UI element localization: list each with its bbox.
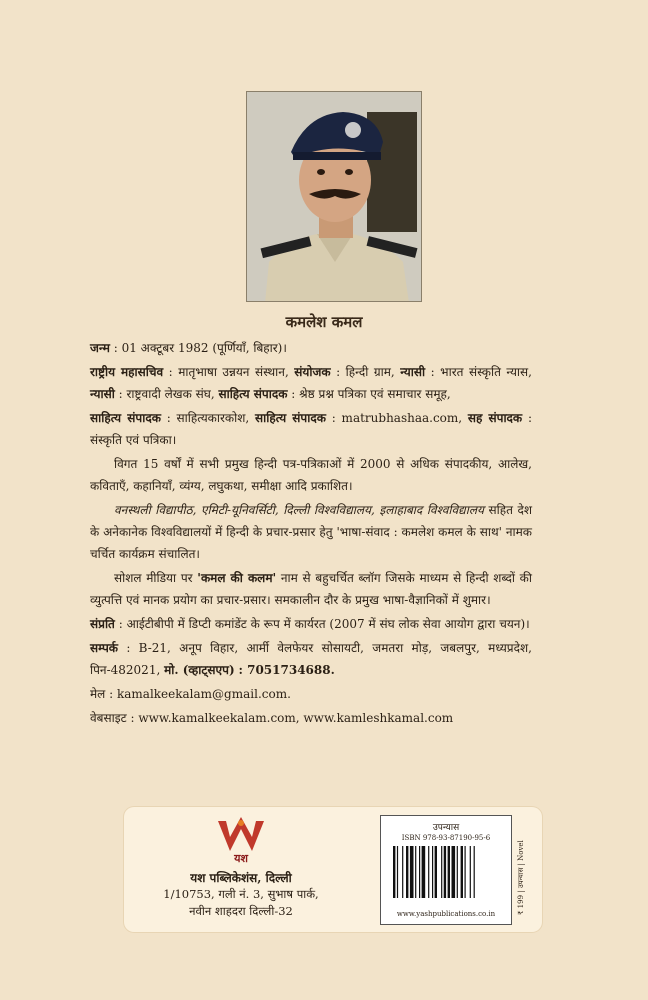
role-label: साहित्य संपादक	[90, 411, 161, 425]
role-label: न्यासी	[90, 387, 115, 401]
role-label: साहित्य संपादक	[255, 411, 326, 425]
current-paragraph	[90, 613, 532, 635]
barcode-icon	[393, 846, 499, 910]
isbn-text: ISBN 978-93-87190-95-6	[401, 834, 491, 842]
programs-paragraph	[90, 499, 532, 565]
publisher-address-2: नवीन शाहदरा दिल्ली-32	[189, 904, 293, 918]
role-value: : भारत संस्कृति न्यास,	[430, 365, 532, 379]
role-value: : मातृभाषा उन्नयन संस्थान,	[168, 365, 289, 379]
role-value: : संस्कृति एवं पत्रिका।	[90, 411, 532, 447]
publisher-url: www.yashpublications.co.in	[396, 910, 496, 918]
universities-text: वनस्थली विद्यापीठ, एमिटी-यूनिवर्सिटी, दिल्ली विश्वविद्यालय, इलाहाबाद विश्वविद्यालय	[114, 503, 484, 517]
editor-paragraph	[90, 407, 532, 451]
role-label: न्यासी	[400, 365, 426, 379]
publications-paragraph: विगत 15 वर्षों में सभी प्रमुख हिन्दी पत्र-पत्रिकाओं में 2000 से अधिक संपादकीय, आलेख, कविताएँ, कहानियाँ, व्यंग्य, लघुकथा, समीक्षा आदि प्रकाशित।	[90, 457, 532, 493]
role-value: : राष्ट्रवादी लेखक संघ,	[118, 387, 215, 401]
author-name: कमलेश कमल	[285, 313, 363, 331]
programs-text: सहित देश के अनेकानेक विश्वविद्यालयों में हिन्दी के प्रचार-प्रसार हेतु 'भाषा-संवाद : कमलेश कमल के साथ' नामक चर्चित कार्यक्रम संचालित।	[90, 503, 532, 561]
blog-paragraph	[90, 567, 532, 611]
blog-text-a: सोशल मीडिया पर	[114, 571, 193, 585]
barcode-price-label: उपन्यास	[432, 823, 460, 833]
publisher-panel	[124, 807, 542, 932]
role-value: : साहित्यकारकोश,	[166, 411, 250, 425]
logo-text: यश	[234, 852, 248, 865]
current-value: : आईटीबीपी में डिप्टी कमांडेंट के रूप में कार्यरत (2007 में संघ लोक सेवा आयोग द्वारा चयन)।	[118, 617, 530, 631]
role-value: : हिन्दी ग्राम,	[336, 365, 395, 379]
website-line: वेबसाइट : www.kamalkeekalam.com, www.kamleshkamal.com	[90, 711, 454, 725]
current-label: संप्रति	[90, 617, 115, 631]
contact-address: : B-21, अनूप विहार, आर्मी वेलफेयर सोसायटी, जमतरा मोड़, जबलपुर, मध्यप्रदेश,	[126, 641, 532, 655]
spine-side-text: ₹ 199 | उपन्यास | Novel	[517, 840, 525, 915]
role-label: साहित्य संपादक	[218, 387, 288, 401]
blog-text-c: नाम से बहुचर्चित ब्लॉग जिसके माध्यम से हिन्दी शब्दों की व्युत्पत्ति एवं मानक प्रयोग का प्रचार-प्रसार। समकालीन दौर के प्रमुख भाषा-वैज्ञानिकों में शुमार।	[90, 571, 532, 607]
blog-title: 'कमल की कलम'	[197, 571, 277, 585]
contact-paragraph	[90, 637, 532, 681]
contact-label: सम्पर्क	[90, 641, 118, 655]
role-label: राष्ट्रीय महासचिव	[90, 365, 164, 379]
role-value: : श्रेष्ठ प्रश्न पत्रिका एवं समाचार समूह,	[291, 387, 451, 401]
role-label: संयोजक	[294, 365, 331, 379]
role-label: सह संपादक	[467, 411, 523, 425]
birth-line	[90, 337, 532, 359]
roles-paragraph	[90, 361, 532, 405]
author-photo	[246, 91, 422, 302]
birth-label: जन्म	[90, 341, 110, 355]
contact-pin: पिन-482021,	[90, 663, 161, 677]
birth-value: : 01 अक्टूबर 1982 (पूर्णियाँ, बिहार)।	[113, 341, 287, 355]
publisher-address-1: 1/10753, गली नं. 3, सुभाष पार्क,	[163, 887, 319, 901]
role-value: : matrubhashaa.com,	[331, 411, 463, 425]
mobile-label: मो. (व्हाट्सएप)	[164, 663, 235, 677]
email-line: मेल : kamalkeekalam@gmail.com.	[90, 687, 291, 701]
author-bio	[90, 337, 532, 731]
publisher-name: यश पब्लिकेशंस, दिल्ली	[190, 871, 292, 885]
barcode-panel	[380, 815, 512, 925]
mobile-value: : 7051734688.	[238, 663, 335, 677]
